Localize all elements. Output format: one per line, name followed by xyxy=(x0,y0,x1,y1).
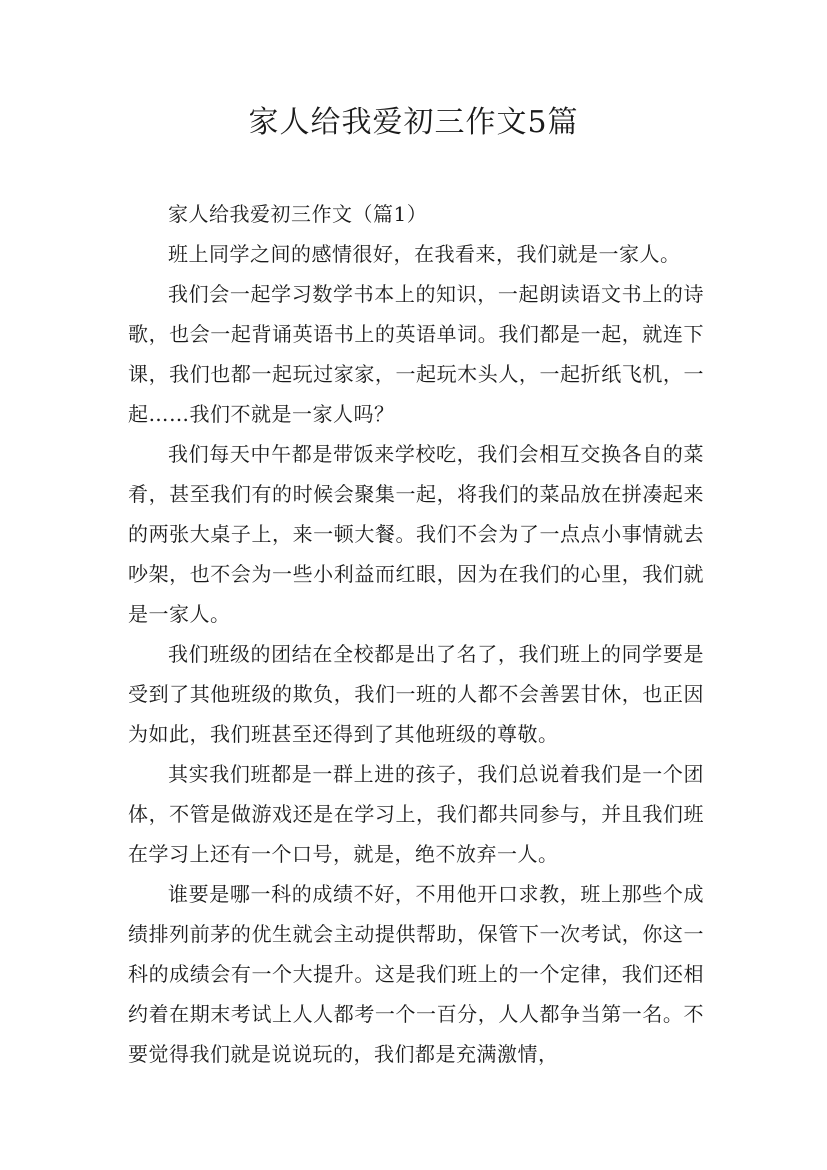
section-heading: 家人给我爱初三作文（篇1） xyxy=(168,202,428,226)
document-title: 家人给我爱初三作文5篇 xyxy=(248,105,579,140)
paragraph: 其实我们班都是一群上进的孩子，我们总说着我们是一个团体，不管是做游戏还是在学习上，我们都共同参与，并且我们班在学习上还有一个口号，就是，绝不放弃一人。 xyxy=(128,762,704,866)
paragraph: 班上同学之间的感情很好，在我看来，我们就是一家人。 xyxy=(168,242,681,266)
document-body xyxy=(128,194,704,1074)
paragraph: 我们每天中午都是带饭来学校吃，我们会相互交换各自的菜肴，甚至我们有的时候会聚集一起，将我们的菜品放在拼凑起来的两张大桌子上，来一顿大餐。我们不会为了一点点小事情就去吵架，也不会为一些小利益而红眼，因为在我们的心里，我们就是一家人。 xyxy=(128,442,704,626)
paragraph: 我们班级的团结在全校都是出了名了，我们班上的同学要是受到了其他班级的欺负，我们一班的人都不会善罢甘休，也正因为如此，我们班甚至还得到了其他班级的尊敬。 xyxy=(128,642,704,746)
paragraph: 谁要是哪一科的成绩不好，不用他开口求教，班上那些个成绩排列前茅的优生就会主动提供帮助，保管下一次考试，你这一科的成绩会有一个大提升。这是我们班上的一个定律，我们还相约着在期末考试上人人都考一个一百分，人人都争当第一名。不要觉得我们就是说说玩的，我们都是充满激情， xyxy=(128,882,704,1066)
paragraph: 我们会一起学习数学书本上的知识，一起朗读语文书上的诗歌，也会一起背诵英语书上的英语单词。我们都是一起，就连下课，我们也都一起玩过家家，一起玩木头人，一起折纸飞机，一起……我们不就是一家人吗？ xyxy=(128,282,704,426)
